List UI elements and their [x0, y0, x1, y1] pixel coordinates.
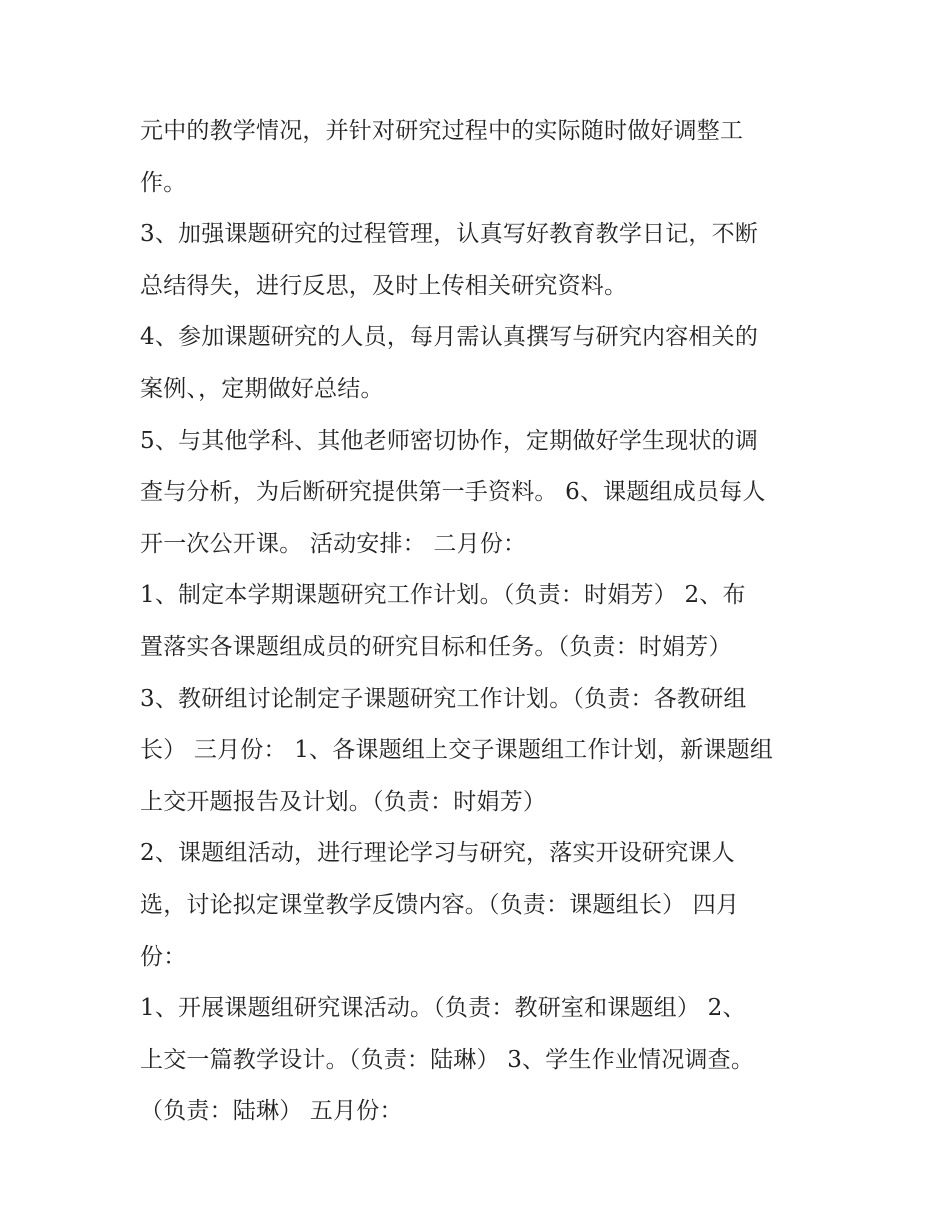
text-line: 案例、，定期做好总结。: [140, 375, 384, 402]
text-line: 选，讨论拟定课堂教学反馈内容。（负责：课题组长） 四月: [140, 891, 740, 918]
text-line: 上交一篇教学设计。（负责：陆琳） 3、学生作业情况调查。: [140, 1046, 755, 1073]
text-line: 上交开题报告及计划。（负责：时娟芳）: [140, 788, 547, 815]
text-line: （负责：陆琳） 五月份：: [140, 1098, 403, 1125]
text-line: 5、与其他学科、其他老师密切协作，定期做好学生现状的调: [140, 427, 759, 454]
text-line: 4、参加课题研究的人员，每月需认真撰写与研究内容相关的: [140, 324, 759, 351]
text-line: 开一次公开课。 活动安排： 二月份：: [140, 530, 527, 557]
text-line: 1、制定本学期课题研究工作计划。（负责：时娟芳） 2、布: [140, 582, 746, 609]
text-line: 2、课题组活动，进行理论学习与研究，落实开设研究课人: [140, 840, 735, 867]
document-body: [140, 106, 820, 1138]
text-line: 查与分析，为后断研究提供第一手资料。 6、课题组成员每人: [140, 479, 766, 506]
text-line: 元中的教学情况，并针对研究过程中的实际随时做好调整工: [140, 118, 744, 144]
text-line: 1、开展课题组研究课活动。（负责：教研室和课题组） 2、: [140, 995, 746, 1022]
text-line: 3、教研组讨论制定子课题研究工作计划。（负责：各教研组: [140, 685, 747, 712]
text-line: 作。: [140, 169, 187, 196]
text-line: 总结得失，进行反思，及时上传相关研究资料。: [140, 272, 628, 299]
text-line: 3、加强课题研究的过程管理，认真写好教育教学日记，不断: [140, 221, 759, 248]
text-line: 份：: [140, 943, 187, 970]
text-line: 置落实各课题组成员的研究目标和任务。（负责：时娟芳）: [140, 633, 732, 660]
text-line: 长） 三月份： 1、各课题组上交子课题组工作计划，新课题组: [140, 737, 774, 764]
